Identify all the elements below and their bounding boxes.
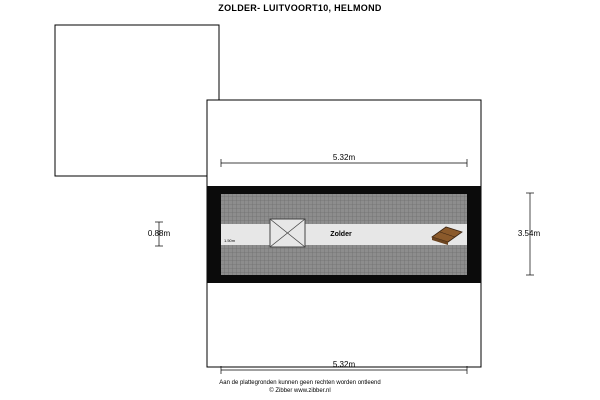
inner-height-label: 1.50m bbox=[224, 238, 236, 243]
room-label: Zolder bbox=[330, 231, 352, 238]
dimension-top-label: 5.32m bbox=[332, 153, 356, 162]
disclaimer-text: Aan de plattegronden kunnen geen rechten worden ontleend bbox=[219, 380, 381, 386]
roof-surface-bottom bbox=[221, 245, 467, 275]
drawing-title: ZOLDER- LUITVOORT10, HELMOND bbox=[218, 3, 382, 13]
dimension-left-label: 0.88m bbox=[147, 229, 171, 238]
dimension-right-label: 3.54m bbox=[517, 229, 541, 238]
attic-hatch bbox=[270, 219, 305, 247]
dimension-bottom-label: 5.32m bbox=[332, 360, 356, 369]
roof-surface-top bbox=[221, 194, 467, 224]
building-outline-left bbox=[55, 25, 219, 176]
credit-text: © Zibber www.zibber.nl bbox=[269, 388, 331, 394]
